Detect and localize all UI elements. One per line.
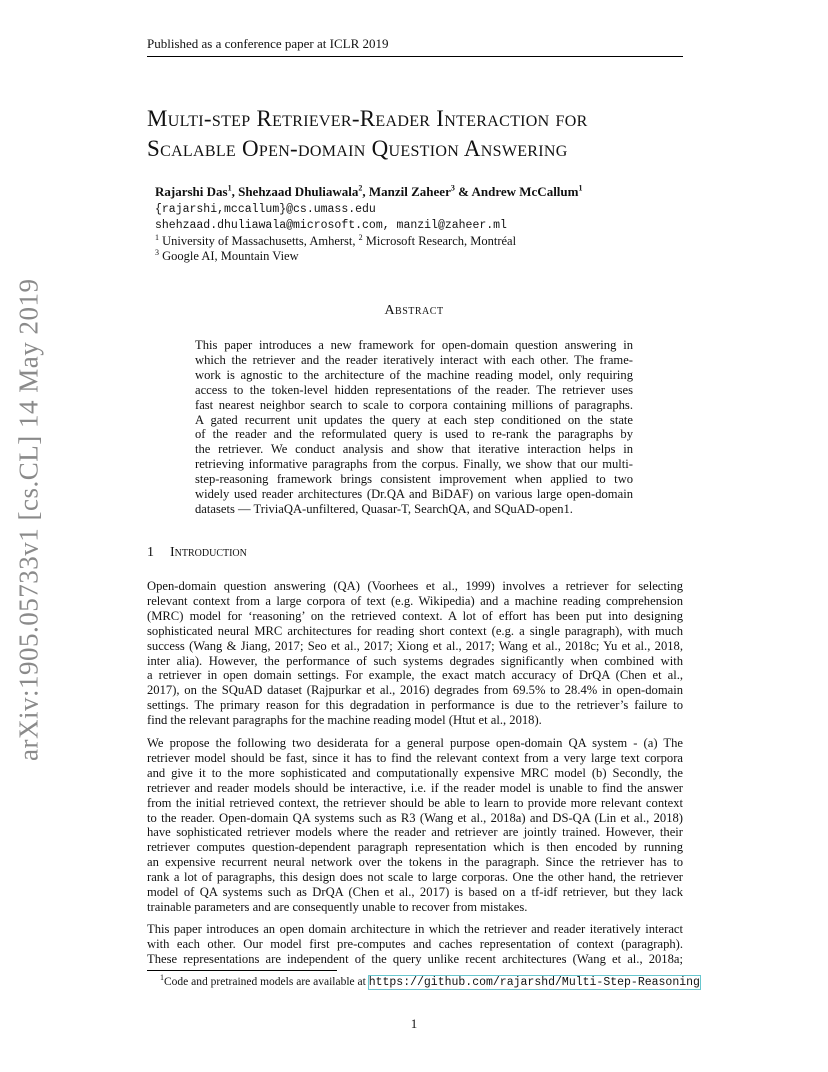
abstract-line: the retriever. We conduct analysis and show that iterative interaction helps in — [195, 442, 633, 457]
author-name: & Andrew McCallum — [458, 184, 579, 199]
body-line: with each other. Our model first pre-computes and caches representation of context (paragraph). — [147, 936, 683, 951]
body-line: inter alia). However, the performance of such systems degrades significantly when combined with — [147, 653, 683, 668]
abstract-line: of the reader and the reformulated query is used to re-rank the paragraphs by — [195, 427, 633, 442]
body-line: settings. The primary reason for this degradation in performance is due to the retriever’s failure to — [147, 698, 683, 713]
abstract-line: widely used reader architectures (Dr.QA and BiDAF) on various large open-domain — [195, 487, 633, 502]
body-line: trainable parameters and are consequently unable to recover from mistakes. — [147, 899, 528, 914]
body-line: Open-domain question answering (QA) (Voorhees et al., 1999) involves a retriever for selecting — [147, 579, 683, 593]
abstract-body — [195, 338, 633, 517]
body-line: These representations are independent of the query unlike recent architectures (Wang et al., 2018a; — [147, 951, 683, 966]
affiliation: Google AI, Mountain View — [162, 249, 299, 263]
title-line: Multi-step Retriever-Reader Interaction for — [147, 106, 588, 131]
footnote-url-link[interactable]: https://github.com/rajarshd/Multi-Step-Reasoning — [368, 976, 700, 989]
body-line: This paper introduces an open domain architecture in which the retriever and reader iteratively interact — [147, 922, 683, 936]
intro-paragraph-1 — [147, 579, 683, 728]
running-header: Published as a conference paper at ICLR 2019 — [147, 36, 389, 51]
body-line: retriever computes question-dependent paragraph representation which is then encoded by running — [147, 840, 683, 855]
body-line: retriever model should be fast, since it has to find the relevant context from a very large text corpora — [147, 750, 683, 765]
body-line: model of QA systems such as DrQA (Chen et al., 2017) is based on a tf-idf retriever, but they lack — [147, 885, 683, 900]
author-sup: 1 — [227, 183, 232, 193]
footnote — [160, 973, 700, 989]
body-line: relevant context from a large corpora of text (e.g. Wikipedia) and a machine reading comprehension — [147, 593, 683, 608]
arxiv-stamp[interactable]: arXiv:1905.05733v1 [cs.CL] 14 May 2019 — [13, 278, 44, 762]
author-name: Manzil Zaheer — [368, 184, 451, 199]
body-line: a retriever in open domain settings. For example, the exact match accuracy of DrQA (Chen et al., — [147, 668, 683, 683]
body-line: (MRC) model for ‘reasoning’ on the retrieved context. A lot of effort has been put into designing — [147, 608, 683, 623]
abstract-line: datasets — TriviaQA-unfiltered, Quasar-T, SearchQA, and SQuAD-open1. — [195, 501, 573, 516]
affil-sup: 2 — [358, 232, 363, 242]
body-line: success (Wang & Jiang, 2017; Seo et al., 2017; Xiong et al., 2017; Wang et al., 2018c; Yu et al., 2018, — [147, 638, 683, 653]
section-heading — [147, 545, 247, 561]
affiliation-line — [155, 234, 516, 249]
title-line: Scalable Open-domain Question Answering — [147, 136, 568, 161]
body-line: find the relevant paragraphs for the machine reading model (Htut et al., 2018). — [147, 713, 542, 728]
body-line: 2017), on the SQuAD dataset (Rajpurkar et al., 2016) degrades from 69.5% to 28.4% in open-domain — [147, 683, 683, 698]
intro-paragraph-2 — [147, 736, 683, 915]
author-sup: 1 — [578, 183, 583, 193]
affil-sup: 3 — [155, 247, 159, 257]
footnote-rule — [147, 970, 337, 971]
abstract-line: retrieving informative paragraphs from the corpus. Finally, we show that our multi- — [195, 457, 633, 472]
abstract-line: A gated recurrent unit updates the query at each step conditioned on the state — [195, 412, 633, 427]
body-line: from the initial retrieved context, the retriever should be able to learn to provide more relevant context — [147, 795, 683, 810]
body-line: to the reader. Open-domain QA systems such as R3 (Wang et al., 2018a) and DS-QA (Lin et al., 2018) — [147, 810, 683, 825]
paper-title — [147, 104, 707, 164]
abstract-line: step-reasoning framework brings consistent improvement when applied to two — [195, 472, 633, 487]
email-line: shehzaad.dhuliawala@microsoft.com, manzil@zaheer.ml — [155, 219, 507, 232]
author-sup: 2 — [358, 183, 363, 193]
footnote-mark: 1 — [160, 973, 164, 983]
section-title: Introduction — [170, 545, 247, 560]
body-line: We propose the following two desiderata for a general purpose open-domain QA system - (a) The — [147, 736, 683, 750]
abstract-line: fast nearest neighbor search to scale to corpora containing millions of paragraphs. — [195, 397, 633, 412]
email-line: {rajarshi,mccallum}@cs.umass.edu — [155, 203, 376, 216]
affiliation: University of Massachusetts, Amherst, — [162, 234, 356, 248]
header-rule — [147, 56, 683, 57]
section-number: 1 — [147, 545, 154, 560]
abstract-line: work is agnostic to the architecture of the machine reading model, only requiring — [195, 367, 633, 382]
author-name: Shehzaad Dhuliawala — [238, 184, 359, 199]
affiliation-line — [155, 249, 299, 264]
affiliation: Microsoft Research, Montréal — [365, 234, 517, 248]
body-line: an expensive recurrent neural network over the tokens in the paragraph. Since the retriever has to — [147, 855, 683, 870]
abstract-line: This paper introduces a new framework for open-domain question answering in — [195, 338, 633, 352]
page-number: 1 — [410, 1016, 418, 1031]
body-line: retriever and reader models should be interactive, i.e. if the reader model is unable to find the answer — [147, 780, 683, 795]
body-line: sophisticated neural MRC architectures for reading short context (e.g. a single paragraph), with much — [147, 623, 683, 638]
abstract-heading: Abstract — [384, 303, 444, 318]
abstract-line: access to the token-level hidden representations of the reader. The retriever uses — [195, 382, 633, 397]
body-line: rank a lot of paragraphs, this design does not scale to large corporas. One the other hand, the retriever — [147, 870, 683, 885]
body-line: and give it to the more sophisticated and computationally expensive MRC model (b) Secondly, the — [147, 765, 683, 780]
author-list: Rajarshi Das$^1$, Shehzaad Dhuliawala$^2$, Manzil Zaheer$^3$ & Andrew McCallum$^1$ — [155, 183, 583, 199]
intro-paragraph-3 — [147, 922, 683, 967]
affil-sup: 1 — [155, 232, 159, 242]
footnote-text: Code and pretrained models are available at — [164, 976, 369, 988]
author-sup: 3 — [450, 183, 455, 193]
body-line: have sophisticated retriever models where the reader and retriever are jointly trained. However, their — [147, 825, 683, 840]
abstract-line: which the retriever and the reader iteratively interact with each other. The frame- — [195, 352, 633, 367]
author-name: Rajarshi Das — [155, 184, 228, 199]
